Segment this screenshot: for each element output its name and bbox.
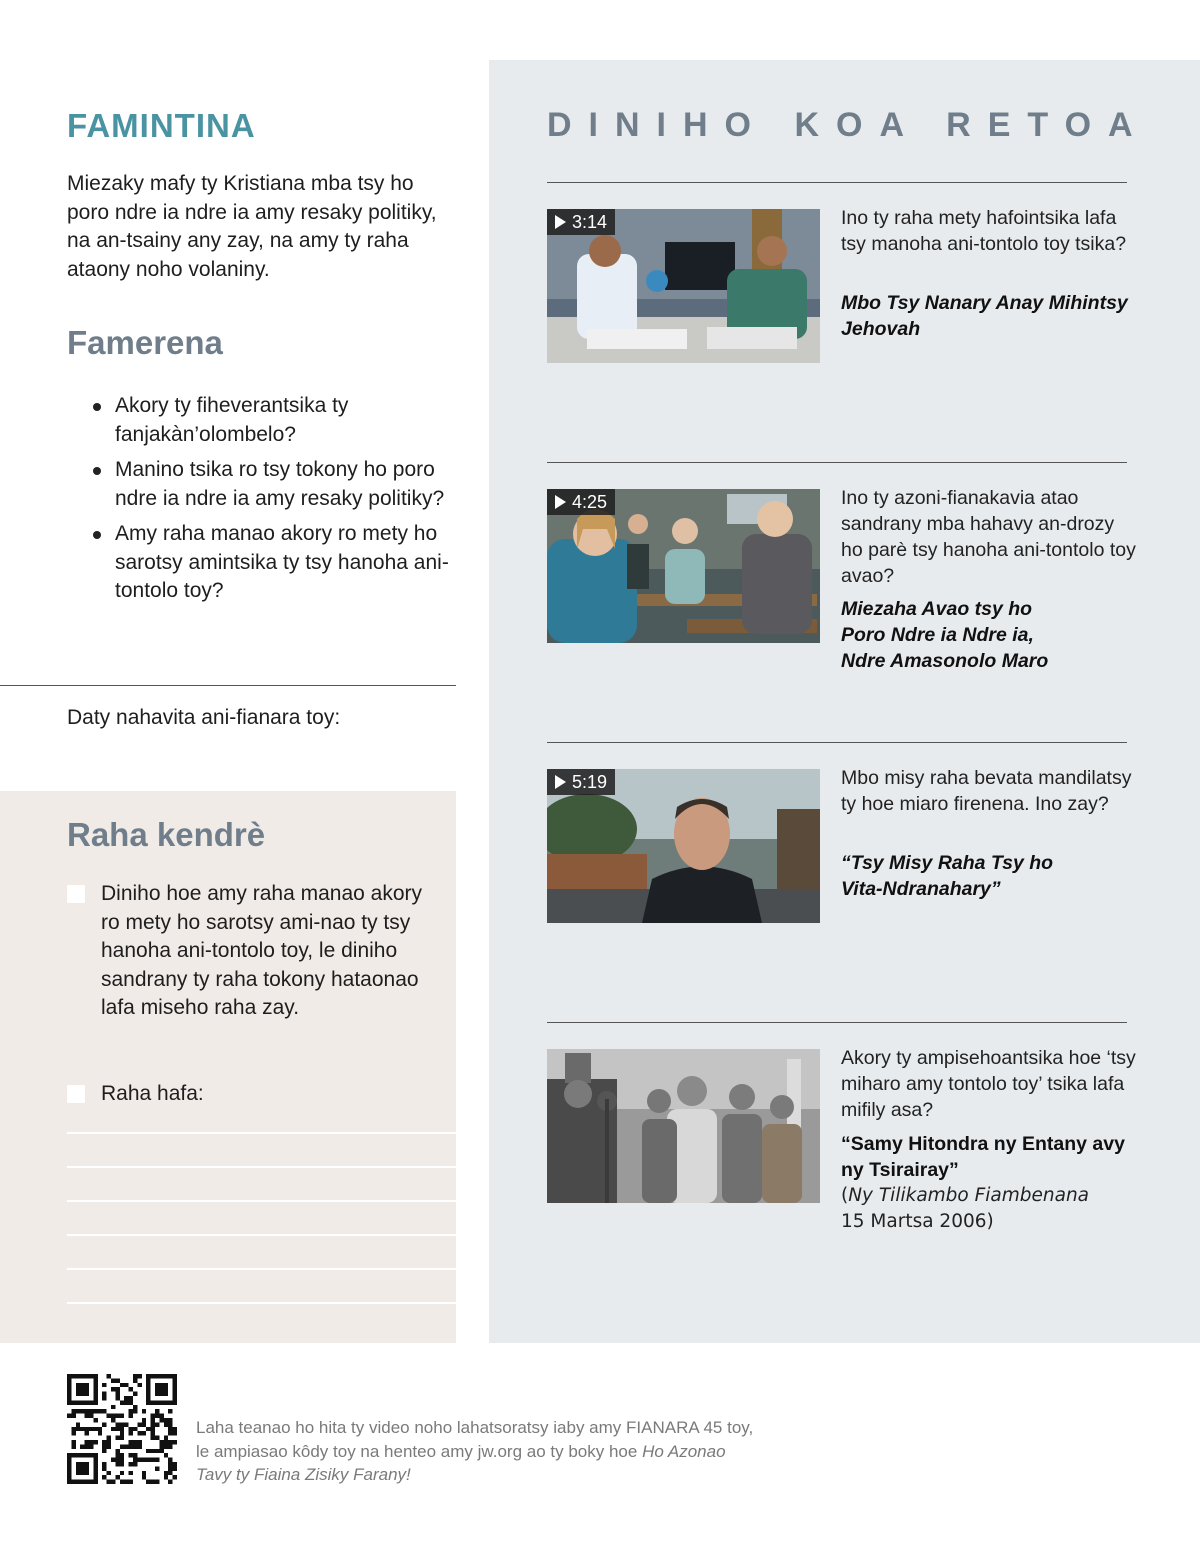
review-item: Manino tsika ro tsy tokony ho poro ndre ia ndre ia amy resaky politiky? [93, 456, 453, 513]
write-line[interactable] [67, 1166, 456, 1168]
historical-scene-image [547, 1049, 820, 1203]
goal-checkbox-1[interactable] [67, 885, 85, 903]
article-title-link[interactable]: “Samy Hitondra ny Entany avy ny Tsirairay” [841, 1133, 1125, 1181]
qr-code-graphic [67, 1374, 177, 1484]
divider [547, 462, 1127, 463]
play-icon [555, 215, 566, 229]
explore-title: DINIHO KOA RETOA [547, 106, 1150, 144]
write-line[interactable] [67, 1302, 456, 1304]
video-thumbnail-2[interactable] [547, 489, 820, 643]
divider [547, 182, 1127, 183]
divider [0, 685, 456, 686]
duration-badge: 3:14 [547, 209, 615, 235]
review-item: Akory ty fiheverantsika ty fanjakàn’olombelo? [93, 392, 453, 449]
explore-question-4: Akory ty ampisehoantsika hoe ‘tsy miharo amy tontolo toy’ tsika lafa mifily asa? [841, 1047, 1136, 1121]
video-thumbnail-1[interactable] [547, 209, 820, 363]
divider [547, 1022, 1127, 1023]
write-line[interactable] [67, 1200, 456, 1202]
video-title-link-1[interactable]: Mbo Tsy Nanary Anay Mihintsy Jehovah [841, 292, 1128, 340]
explore-question-3: Mbo misy raha bevata mandilatsy ty hoe miaro firenena. Ino zay? [841, 767, 1132, 815]
write-line[interactable] [67, 1268, 456, 1270]
summary-title: FAMINTINA [67, 107, 256, 144]
play-icon [555, 775, 566, 789]
divider [547, 742, 1127, 743]
goals-title: Raha kendrè [67, 816, 266, 853]
goal-text-2: Raha hafa: [101, 1082, 204, 1105]
review-title: Famerena [67, 324, 223, 361]
goals-box [0, 791, 456, 1343]
goal-checkbox-2[interactable] [67, 1085, 85, 1103]
review-list [93, 392, 453, 613]
article-source: (Ny Tilikambo Fiambenana 15 Martsa 2006) [841, 1185, 1090, 1232]
bullet-icon [93, 467, 101, 475]
completion-date-label: Daty nahavita ani-fianara toy: [67, 706, 341, 729]
bullet-icon [93, 531, 101, 539]
video-title-link-3[interactable]: “Tsy Misy Raha Tsy ho Vita-Ndranahary” [841, 852, 1054, 900]
duration-badge: 4:25 [547, 489, 615, 515]
review-item: Amy raha manao akory ro mety ho sarotsy amintsika ty tsy hanoha ani-tontolo toy? [93, 520, 453, 606]
summary-text: Miezaky mafy ty Kristiana mba tsy ho poro ndre ia ndre ia amy resaky politiky, na an-tsainy any zay, na amy ty raha ataony noho volaniny. [67, 172, 437, 281]
qr-code-icon[interactable] [67, 1374, 177, 1484]
video-title-link-2[interactable]: Miezaha Avao tsy ho Poro Ndre ia Ndre ia, Ndre Amasonolo Maro [841, 598, 1049, 672]
footer-note: Laha teanao ho hita ty video noho lahatsoratsy iaby amy FIANARA 45 toy, le ampiasao kôdy toy na henteo amy jw.org ao ty boky hoe Ho Azonao Tavy ty Fiaina Zisiky Farany! [196, 1418, 754, 1484]
explore-question-1: Ino ty raha mety hafointsika lafa tsy manoha ani-tontolo toy tsika? [841, 207, 1127, 255]
write-line[interactable] [67, 1132, 456, 1134]
video-thumbnail-3[interactable] [547, 769, 820, 923]
bullet-icon [93, 403, 101, 411]
duration-badge: 5:19 [547, 769, 615, 795]
goal-text-1: Diniho hoe amy raha manao akory ro mety ho sarotsy ami-nao ty tsy hanoha ani-tontolo toy, le diniho sandrany ty raha tokony hataonao lafa miseho raha zay. [101, 882, 423, 1019]
explore-question-2: Ino ty azoni-fianakavia atao sandrany mba hahavy an-drozy ho parè tsy hanoha ani-tontolo toy avao? [841, 487, 1136, 587]
play-icon [555, 495, 566, 509]
article-illustration[interactable] [547, 1049, 820, 1203]
write-line[interactable] [67, 1234, 456, 1236]
